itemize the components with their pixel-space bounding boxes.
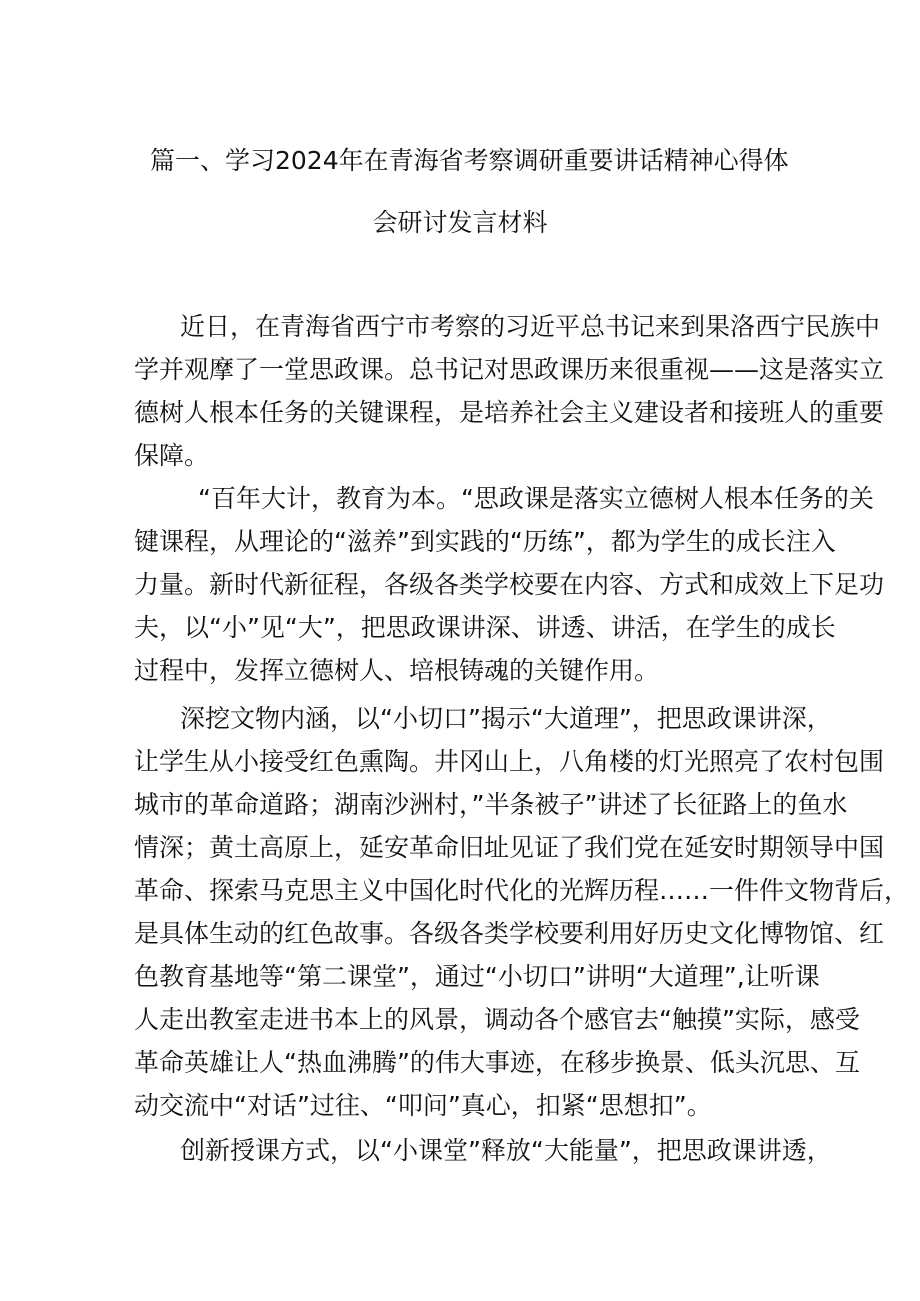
paragraph-3-line-7: 色教育基地等“第二课堂”，通过“小切口”讲明“大道理”,让听课	[134, 962, 820, 991]
document-title-line-1: 篇一、学习2024年在青海省考察调研重要讲话精神心得体	[150, 146, 789, 175]
paragraph-1-line-4: 保障。	[134, 441, 210, 470]
paragraph-2-line-3: 力量。新时代新征程，各级各类学校要在内容、方式和成效上下足功	[134, 570, 885, 599]
paragraph-2-line-4: 夫，以“小”见“大”，把思政课讲深、讲透、讲活，在学生的成长	[134, 613, 836, 642]
paragraph-1-line-2: 学并观摩了一堂思政课。总书记对思政课历来很重视——这是落实立	[134, 355, 885, 384]
paragraph-3-line-3: 城市的革命道路；湖南沙洲村，”半条被子”讲述了长征路上的鱼水	[134, 790, 848, 819]
paragraph-2-line-1: “百年大计，教育为本。“思政课是落实立德树人根本任务的关	[198, 484, 874, 513]
paragraph-3-line-10: 动交流中“对话”过往、“叩问”真心，扣紧“思想扣”。	[134, 1091, 712, 1120]
paragraph-3-line-5: 革命、探索马克思主义中国化时代化的光辉历程……一件件文物背后，	[134, 876, 910, 905]
paragraph-2-line-5: 过程中，发挥立德树人、培根铸魂的关键作用。	[134, 656, 660, 685]
document-title-line-2: 会研讨发言材料	[372, 208, 548, 237]
paragraph-3-line-4: 情深；黄土高原上，延安革命旧址见证了我们党在延安时期领导中国	[134, 833, 885, 862]
paragraph-3-line-8: 人走出教室走进书本上的风景，调动各个感官去“触摸”实际，感受	[134, 1005, 860, 1034]
paragraph-2-line-2: 键课程，从理论的“滋养”到实践的“历练”，都为学生的成长注入	[134, 527, 836, 556]
paragraph-3-line-1: 深挖文物内涵，以“小切口”揭示“大道理”，把思政课讲深，	[180, 704, 832, 733]
paragraph-3-line-9: 革命英雄让人“热血沸腾”的伟大事迹，在移步换景、低头沉思、互	[134, 1048, 860, 1077]
paragraph-1-line-3: 德树人根本任务的关键课程，是培养社会主义建设者和接班人的重要	[134, 398, 885, 427]
paragraph-1-line-1: 近日，在青海省西宁市考察的习近平总书记来到果洛西宁民族中	[180, 312, 881, 341]
paragraph-4-line-1: 创新授课方式，以“小课堂”释放“大能量”，把思政课讲透，	[180, 1136, 832, 1165]
paragraph-3-line-6: 是具体生动的红色故事。各级各类学校要利用好历史文化博物馆、红	[134, 919, 885, 948]
paragraph-3-line-2: 让学生从小接受红色熏陶。井冈山上，八角楼的灯光照亮了农村包围	[134, 747, 885, 776]
